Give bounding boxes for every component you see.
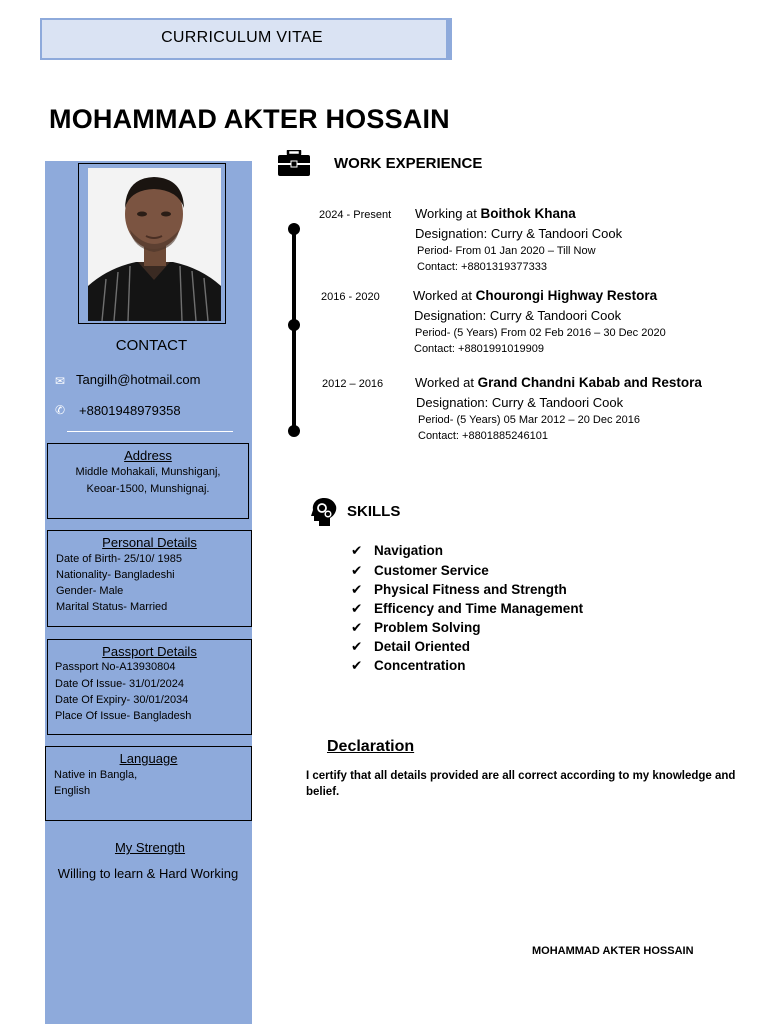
check-icon: ✔: [351, 658, 363, 673]
skill-item: ✔ Concentration: [351, 658, 466, 673]
job-date: 2024 - Present: [319, 209, 392, 221]
job-contact: Contact: +8801991019909: [414, 343, 544, 355]
skill-item: ✔ Navigation: [351, 543, 444, 558]
email-icon: ✉: [55, 374, 66, 388]
head-gears-icon: [311, 498, 337, 526]
skill-item: ✔ Customer Service: [351, 563, 489, 578]
job-employer: Worked at Chourongi Highway Restora: [413, 288, 658, 303]
passport-detail-line: Date Of Expiry- 30/01/2034: [55, 694, 189, 706]
passport-details-title: Passport Details: [102, 644, 197, 659]
job-designation: Designation: Curry & Tandoori Cook: [415, 226, 623, 241]
timeline-dot: [288, 319, 300, 331]
address-line: Keoar-1500, Munshignaj.: [86, 483, 210, 495]
skill-item: ✔ Efficency and Time Management: [351, 601, 584, 616]
banner-title: CURRICULUM VITAE: [161, 29, 323, 46]
personal-detail-line: Marital Status- Married: [56, 601, 168, 613]
job-period: Period- (5 Years) 05 Mar 2012 – 20 Dec 2016: [418, 414, 640, 426]
work-experience-heading: WORK EXPERIENCE: [334, 155, 483, 172]
job-date: 2016 - 2020: [321, 291, 380, 303]
phone-icon: ✆: [55, 403, 66, 417]
job-period: Period- (5 Years) From 02 Feb 2016 – 30 Dec 2020: [415, 327, 666, 339]
job-employer: Worked at Grand Chandni Kabab and Restora: [415, 375, 702, 390]
timeline-dot: [288, 223, 300, 235]
contact-divider: [67, 431, 233, 432]
job-date: 2012 – 2016: [322, 378, 384, 390]
skills-heading: SKILLS: [347, 503, 401, 520]
language-line: Native in Bangla,: [54, 769, 138, 781]
skill-item: ✔ Detail Oriented: [351, 639, 471, 654]
check-icon: ✔: [351, 620, 363, 635]
contact-heading: CONTACT: [115, 337, 188, 354]
declaration-text: I certify that all details provided are all correct according to my knowledge and belief.: [306, 770, 736, 798]
language-line: English: [54, 785, 91, 797]
job-company: Grand Chandni Kabab and Restora: [477, 375, 702, 390]
job-period: Period- From 01 Jan 2020 – Till Now: [417, 245, 596, 257]
passport-detail-line: Place Of Issue- Bangladesh: [55, 710, 192, 722]
personal-detail-line: Nationality- Bangladeshi: [56, 569, 175, 581]
candidate-name: MOHAMMAD AKTER HOSSAIN: [49, 104, 450, 134]
personal-detail-line: Date of Birth- 25/10/ 1985: [56, 553, 182, 565]
skill-item: ✔ Physical Fitness and Strength: [351, 582, 567, 597]
check-icon: ✔: [351, 543, 363, 558]
email-address: Tangilh@hotmail.com: [76, 372, 201, 387]
strength-title: My Strength: [114, 840, 186, 855]
language-title: Language: [119, 751, 178, 766]
check-icon: ✔: [351, 639, 363, 654]
skill-item: ✔ Problem Solving: [351, 620, 481, 635]
job-company: Boithok Khana: [480, 206, 576, 221]
job-contact: Contact: +8801885246101: [418, 430, 548, 442]
passport-detail-line: Date Of Issue- 31/01/2024: [55, 678, 185, 690]
strength-text: Willing to learn & Hard Working: [57, 866, 239, 881]
job-company: Chourongi Highway Restora: [475, 288, 658, 303]
job-designation: Designation: Curry & Tandoori Cook: [414, 308, 622, 323]
personal-detail-line: Gender- Male: [56, 585, 124, 597]
job-employer: Working at Boithok Khana: [415, 206, 576, 221]
address-line: Middle Mohakali, Munshiganj,: [75, 466, 221, 478]
briefcase-icon: [278, 150, 310, 176]
job-contact: Contact: +8801319377333: [417, 261, 547, 273]
job-designation: Designation: Curry & Tandoori Cook: [416, 395, 624, 410]
address-title: Address: [124, 448, 172, 463]
check-icon: ✔: [351, 563, 363, 578]
declaration-heading: Declaration: [327, 738, 415, 755]
passport-detail-line: Passport No-A13930804: [55, 661, 176, 673]
check-icon: ✔: [351, 582, 363, 597]
phone-number: +8801948979358: [79, 403, 181, 418]
timeline-dot: [288, 425, 300, 437]
signature-name: MOHAMMAD AKTER HOSSAIN: [532, 945, 694, 957]
personal-details-title: Personal Details: [102, 535, 197, 550]
check-icon: ✔: [351, 601, 363, 616]
profile-photo: [88, 168, 221, 321]
